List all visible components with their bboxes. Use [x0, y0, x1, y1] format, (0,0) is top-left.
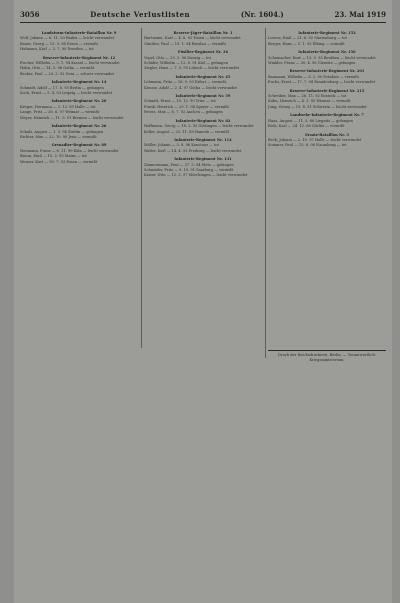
- column-3: [268, 28, 386, 328]
- casualty-entry: Berger, Hans — 5. 1. 95 Elbing — vermißt: [268, 41, 345, 46]
- casualty-entry: Peters, Max — 6. 7. 92 Aachen — gefangen: [144, 110, 223, 115]
- section-heading: Infanterie-Regiment Nr. 20: [51, 99, 107, 104]
- casualty-entry: Kuhn, Heinrich — 4. 3. 95 Wismar — vermißt: [268, 99, 351, 104]
- casualty-entry: Schumacher, Kurt — 13. 9. 93 Beuthen — leicht verwundet: [268, 55, 376, 60]
- casualty-entry: Lehmann, Fritz — 16. 9. 93 Erfurt — vermißt: [144, 80, 227, 85]
- casualty-entry: Hoffmann, Georg — 18. 2. 95 Göttingen — leicht verwundet: [144, 124, 254, 129]
- imprint-text: Druck der Reichsdruckerei, Berlin. — Verantwortlich: Kriegsministerium.: [278, 353, 376, 362]
- issue-date: 23. Mai 1919: [334, 9, 386, 19]
- section-heading: Reserve-Infanterie-Regiment Nr. 201: [289, 69, 365, 74]
- casualty-entry: Günther, Paul — 19. 1. 94 Breslau — vermißt: [144, 41, 226, 46]
- casualty-entry: Winkler, Franz — 30. 4. 96 Gleiwitz — gefangen: [268, 61, 356, 66]
- casualty-entry: Fuchs, Ernst — 17. 7. 94 Brandenburg — leicht verwundet: [268, 80, 376, 85]
- casualty-entry: Schulz, August — 1. 3. 94 Stettin — gefangen: [20, 129, 104, 134]
- issue-number: (Nr. 1604.): [240, 9, 284, 19]
- section-heading: Reserve-Infanterie-Regiment Nr. 215: [289, 88, 365, 93]
- casualty-entry: Hofmann, Karl — 2. 7. 90 Dresden — tot: [20, 47, 94, 52]
- casualty-entry: Schneider, Fritz — 9. 10. 91 Saarburg — vermißt: [144, 167, 234, 172]
- casualty-entry: Lorenz, Emil — 21. 6. 92 Marienburg — tot: [268, 36, 347, 41]
- casualty-entry: Bauer, Georg — 13. 3. 88 Essen — vermißt: [20, 41, 98, 46]
- section-heading: Infanterie-Regiment Nr. 114: [174, 137, 232, 142]
- casualty-entry: Schmitt, Ernst — 10. 12. 90 Trier — tot: [144, 99, 216, 104]
- casualty-entry: Fischer, Wilhelm — 9. 1. 94 Kassel — leicht verwundet: [20, 61, 120, 66]
- casualty-entry: Hahn, Otto — 14. 5. 96 Gotha — vermißt: [20, 66, 95, 71]
- section-heading: Infanterie-Regiment Nr. 26: [51, 124, 107, 129]
- casualty-entry: Ziegler, Hans — 7. 5. 95 Lübeck — leicht verwundet: [144, 66, 240, 71]
- casualty-entry: Kaiser, Otto — 12. 3. 97 Mörchingen — leicht verwundet: [144, 173, 248, 178]
- column-1: [20, 28, 138, 368]
- casualty-entry: Hartmann, Karl — 4. 6. 92 Posen — leicht verwundet: [144, 36, 241, 41]
- casualty-entry: Möller, Johann — 3. 8. 96 Konstanz — tot: [144, 143, 219, 148]
- casualty-entry: Jung, Georg — 19. 8. 91 Schwerin — leicht verwundet: [268, 104, 367, 109]
- casualty-entry: Krause, Adolf — 2. 4. 97 Gotha — leicht verwundet: [144, 85, 237, 90]
- section-heading: Infanterie-Regiment Nr. 14: [51, 80, 107, 85]
- casualty-entry: Vogel, Otto — 25. 3. 96 Danzig — tot: [144, 55, 211, 60]
- section-heading: Reserve-Infanterie-Regiment Nr. 12: [42, 55, 116, 60]
- casualty-entry: Beck, Johann — 2. 10. 97 Halle — leicht verwundet: [268, 137, 362, 142]
- section-heading: Infanterie-Regiment Nr. 82: [175, 118, 231, 123]
- header-rule: [20, 22, 386, 23]
- newspaper-page: [14, 0, 392, 603]
- casualty-entry: Richter, Max — 22. 10. 96 Jena — vermißt: [20, 134, 97, 139]
- section-heading: Ersatz-Bataillon Nr. 3: [305, 132, 349, 137]
- page-number: 3056: [20, 9, 40, 19]
- section-heading: Infanterie-Regiment Nr. 59: [175, 94, 231, 99]
- section-heading: Landwehr-Infanterie-Regiment Nr. 7: [290, 113, 364, 118]
- casualty-entry: Koch, Ernst — 5. 4. 93 Leipzig — leicht verwundet: [20, 91, 113, 96]
- casualty-entry: Neumann, Franz — 8. 11. 90 Köln — leicht verwundet: [20, 148, 119, 153]
- section-heading: Infanterie-Regiment Nr. 131: [174, 157, 232, 162]
- column-2: [144, 28, 262, 428]
- section-heading: Grenadier-Regiment Nr. 89: [51, 143, 107, 148]
- casualty-entry: Lange, Fritz — 28. 6. 97 Weimar — vermißt: [20, 110, 100, 115]
- section-heading: Infanterie-Regiment Nr. 45: [175, 74, 231, 79]
- casualty-entry: Wolf, Johann — 6. 11. 93 Baden — leicht verwundet: [20, 36, 115, 41]
- printer-imprint: [268, 350, 386, 363]
- column-separator: [141, 28, 142, 348]
- casualty-entry: Krüger, Hermann — 3. 12. 89 Halle — tot: [20, 104, 96, 109]
- section-heading: Infanterie-Regiment Nr. 156: [298, 50, 356, 55]
- casualty-entry: Braun, Emil — 15. 2. 95 Mainz — tot: [20, 154, 87, 159]
- casualty-entry: Keller, August — 23. 11. 89 Hameln — vermißt: [144, 129, 230, 134]
- casualty-entry: Baumann, Wilhelm — 8. 2. 90 Potsdam — vermißt: [268, 74, 359, 79]
- casualty-entry: Roth, Karl — 24. 12. 86 Görlitz — vermißt: [268, 124, 345, 129]
- section-heading: Füsilier-Regiment Nr. 34: [177, 50, 228, 55]
- casualty-entry: Haas, August — 11. 5. 88 Liegnitz — gefangen: [268, 118, 353, 123]
- casualty-entry: Frank, Heinrich — 29. 1. 94 Speyer — vermißt: [144, 104, 229, 109]
- section-heading: Reserve-Jäger-Bataillon Nr. 1: [173, 31, 233, 35]
- page-header: [20, 6, 386, 22]
- casualty-entry: Sommer, Paul — 15. 6. 98 Naumburg — tot: [268, 143, 347, 148]
- casualty-entry: Schmidt, Adolf — 17. 8. 95 Berlin — gefangen: [20, 85, 104, 90]
- casualty-entry: Schreiber, Max — 26. 11. 92 Rostock — tot: [268, 94, 347, 99]
- casualty-entry: Werner, Kurt — 30. 7. 93 Essen — vermißt: [20, 159, 98, 164]
- casualty-entry: Becker, Paul — 20. 2. 92 Gera — schwer verwundet: [20, 71, 114, 76]
- casualty-entry: Walter, Karl — 14. 4. 93 Freiburg — leicht verwundet: [144, 148, 242, 153]
- column-separator: [265, 28, 266, 358]
- casualty-entry: Zimmermann, Paul — 27. 5. 94 Metz — gefangen: [144, 162, 234, 167]
- casualty-entry: Schäfer, Wilhelm — 12. 8. 91 Kiel — gefangen: [144, 61, 228, 66]
- section-heading: Infanterie-Regiment Nr. 152: [298, 31, 356, 35]
- publication-title: Deutsche Verlustlisten: [90, 9, 191, 19]
- section-heading: Landsturm-Infanterie-Bataillon Nr. 9: [41, 31, 117, 35]
- casualty-entry: Meyer, Heinrich — 11. 9. 91 Bremen — leicht verwundet: [20, 115, 124, 120]
